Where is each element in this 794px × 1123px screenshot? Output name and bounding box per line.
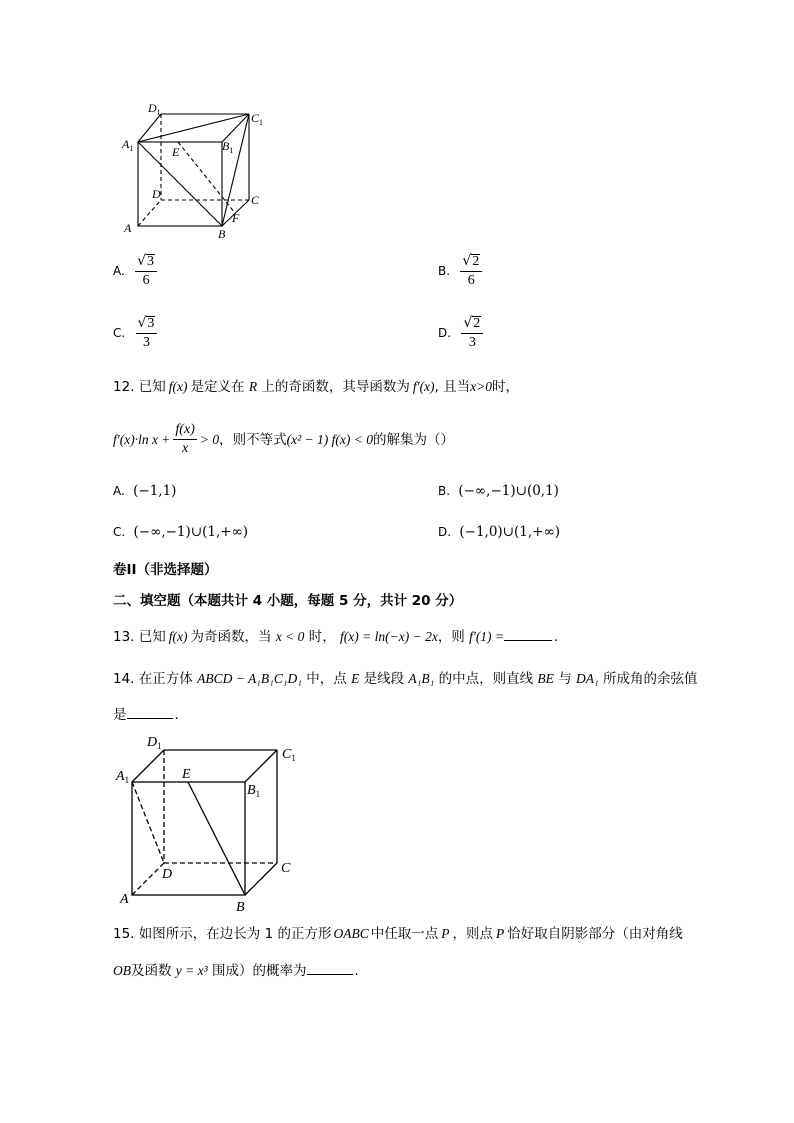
q14-line1: 14. 在正方体 ABCD − A₁B₁C₁D₁ 中，点 E 是线段 A₁B₁ 的中点，则直线 BE 与 DA₁ 所成角的余弦值 — [113, 671, 698, 687]
q15-answer-blank[interactable] — [307, 962, 353, 975]
q12-line2: f′(x)·ln x + $\frac{f(x)}{x}$ > 0 ，则不等式 (x² − 1) f(x) < 0 的解集为（） — [113, 422, 454, 456]
label-C: C — [251, 193, 260, 207]
edge-bc — [245, 863, 277, 895]
label-C1: $C_1$ — [282, 747, 296, 763]
hidden-ad — [138, 200, 161, 226]
section-volume-2: 卷II（非选择题） — [113, 562, 218, 578]
label-E: E — [172, 145, 180, 159]
q15-line2: OB及函数 y = x³ 围成）的概率为 . — [113, 963, 359, 979]
section-part-2-heading: 二、填空题（本题共计 4 小题，每题 5 分，共计 20 分） — [113, 593, 463, 609]
label-A1: $A_1$ — [116, 769, 130, 785]
label-B1: $B_1$ — [247, 783, 261, 799]
q11-option-c: C. √ 3 3 — [113, 316, 157, 351]
label-D1: $D_1$ — [147, 735, 162, 751]
label-A1: $A_1$ — [122, 137, 134, 153]
hidden-a1d — [132, 782, 164, 863]
q13-text: 13. 已知 f(x) 为奇函数，当 x < 0 时， f(x) = ln(−x) − 2x，则 f′(1) = . — [113, 629, 559, 645]
label-D: D — [152, 187, 161, 201]
q12-line1: 12. 已知 f(x) 是定义在 R 上的奇函数，其导函数为 f′(x), 且当x>0时， — [113, 379, 519, 395]
q14-answer-blank[interactable] — [127, 706, 173, 719]
q11-option-a: A. √ 3 6 — [113, 254, 157, 289]
q11-option-d: D. √ 2 3 — [438, 316, 483, 351]
q13-answer-blank[interactable] — [504, 628, 552, 641]
label-D: D — [162, 867, 173, 882]
q12-option-d: D. (−1,0)∪(1,+∞) — [438, 524, 560, 540]
q12-option-b: B. (−∞,−1)∪(0,1) — [438, 483, 559, 499]
line-bc1 — [222, 114, 249, 226]
label-B1: $B_1$ — [222, 139, 234, 155]
line-a1c1 — [138, 114, 249, 142]
q12-option-a: A. (−1,1) — [113, 483, 177, 499]
label-C: C — [281, 861, 291, 876]
front-face — [132, 782, 245, 895]
line-be — [188, 782, 245, 895]
label-A: A — [120, 892, 129, 907]
cube-figure-2 — [112, 732, 302, 914]
edge-a1d1 — [138, 114, 161, 142]
label-A: A — [124, 221, 132, 235]
label-F: F — [232, 211, 240, 225]
label-B: B — [218, 227, 226, 240]
q15-line1: 15. 如图所示，在边长为 1 的正方形 OABC 中任取一点 P ，则点 P 恰好取自阴影部分（由对角线 — [113, 926, 683, 942]
label-E: E — [182, 767, 191, 782]
q14-line2: 是 . — [113, 707, 179, 723]
line-a1b — [138, 142, 222, 226]
edge-b1c1 — [222, 114, 249, 142]
edge-a1d1 — [132, 750, 164, 782]
q11-option-b: B. √ 2 6 — [438, 254, 482, 289]
q12-option-c: C. (−∞,−1)∪(1,+∞) — [113, 524, 249, 540]
hidden-ad — [132, 863, 164, 895]
label-B: B — [236, 900, 245, 914]
label-D1: $D_1$ — [148, 101, 161, 117]
cube-figure-1 — [118, 98, 278, 240]
edge-b1c1 — [245, 750, 277, 782]
label-C1: $C_1$ — [251, 111, 264, 127]
